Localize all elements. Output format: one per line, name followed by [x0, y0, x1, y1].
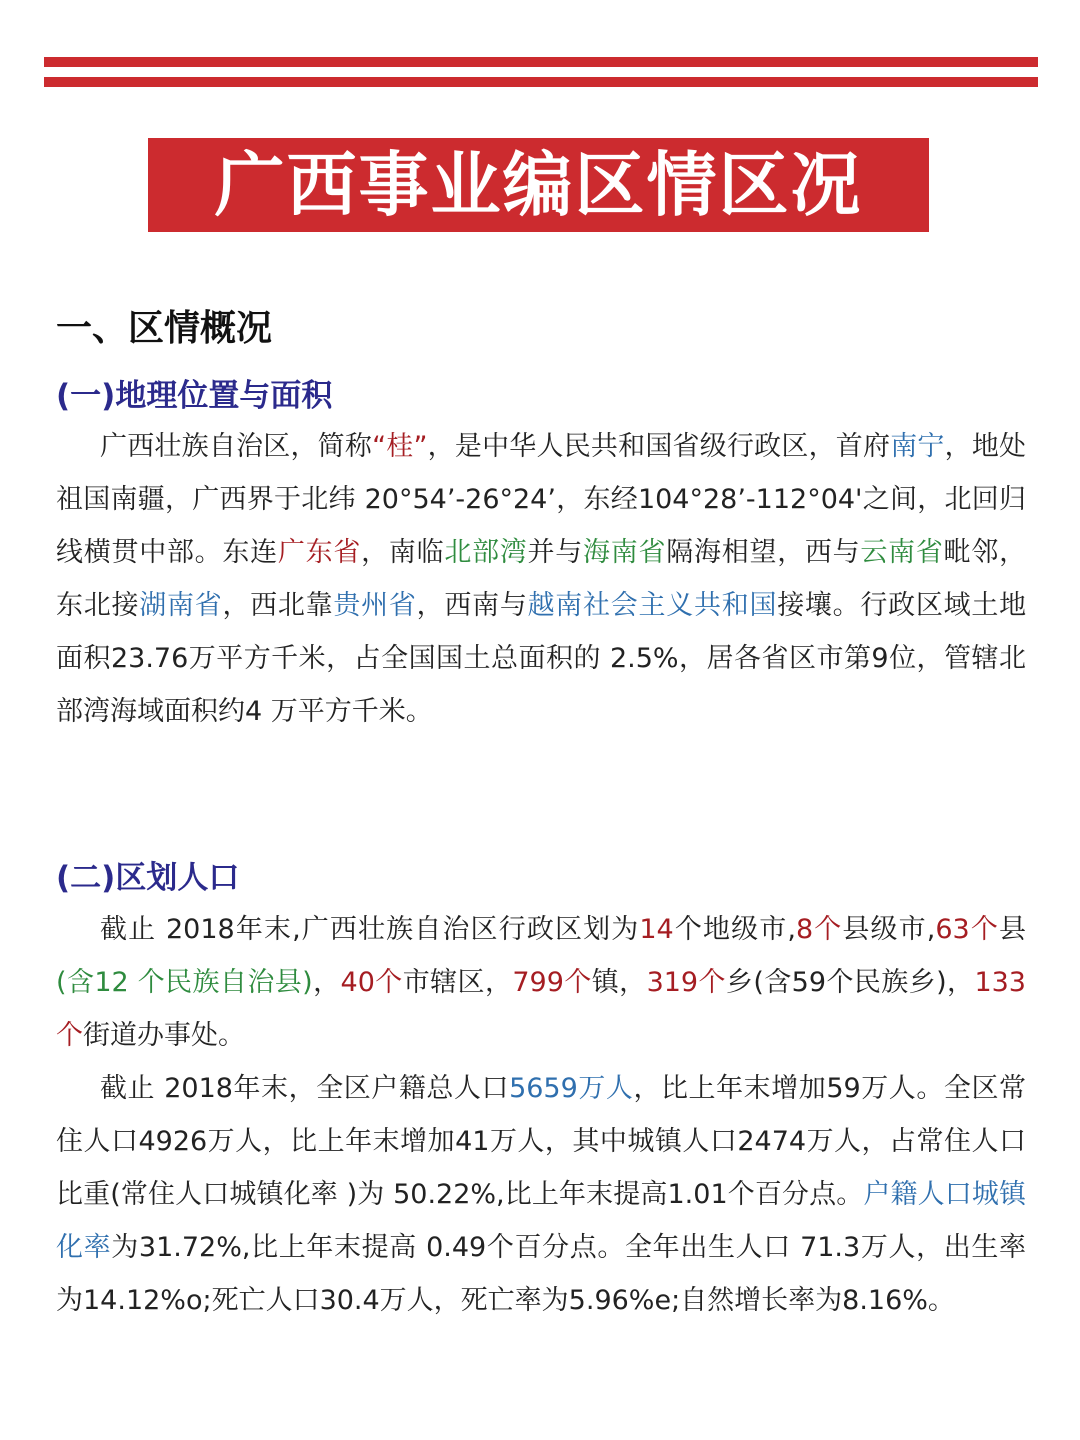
text-segment: 乡(含59个民族乡)， [725, 967, 975, 998]
geography-paragraph [56, 420, 1026, 738]
subdistricts-count: 133个 [56, 967, 1026, 1051]
text-segment: 县级市, [842, 914, 936, 945]
beibu-gulf-highlight: 北部湾 [444, 537, 528, 568]
short-name-highlight: “桂” [372, 431, 428, 462]
urbanization-label-highlight: 户籍人口城镇化率 [56, 1179, 1026, 1263]
hainan-highlight: 海南省 [583, 537, 667, 568]
division-paragraph [56, 903, 1026, 1062]
text-segment: 街道办事处。 [83, 1020, 245, 1051]
text-segment: 并与 [527, 537, 584, 568]
text-segment: 为31.72%,比上年末提高 0.49个百分点。全年出生人口 71.3万人，出生率为14.12%o;死亡人口30.4万人，死亡率为5.96%e;自然增长率为8.16%。 [56, 1232, 1027, 1316]
text-segment: 市辖区， [402, 967, 513, 998]
section-heading: 一、区情概况 [56, 308, 273, 349]
prefecture-cities-count: 14 [639, 914, 674, 945]
towns-count: 799个 [512, 967, 592, 998]
townships-count: 319个 [646, 967, 726, 998]
text-segment: ，西北靠 [222, 590, 334, 621]
districts-count: 40个 [340, 967, 403, 998]
guangdong-highlight: 广东省 [277, 537, 362, 568]
text-segment: 截止 2018年末，全区户籍总人口 [100, 1073, 510, 1104]
text-segment: 毗邻，东北接 [56, 537, 1027, 621]
county-cities-count: 8个 [795, 914, 843, 945]
hunan-highlight: 湖南省 [139, 590, 223, 621]
yunnan-highlight: 云南省 [860, 537, 944, 568]
text-segment: 镇， [591, 967, 647, 998]
population-heading: (二)区划人口 [56, 860, 240, 896]
text-segment: 个地级市, [673, 914, 796, 945]
text-segment: 接壤。行政区域土地面积23.76万平方千米，占全国国土总面积的 2.5%，居各省区市第9位，管辖北部湾海域面积约4 万平方千米。 [56, 590, 1027, 727]
text-segment: ，是中华人民共和国省级行政区，首府 [427, 431, 891, 462]
text-segment: ，南临 [361, 537, 445, 568]
capital-highlight: 南宁 [890, 431, 945, 462]
page-title: 广西事业编区情区况 [214, 144, 863, 226]
population-paragraph [56, 1062, 1026, 1327]
counties-count: 63个 [935, 914, 999, 945]
text-segment: 截止 2018年末,广西壮族自治区行政区划为 [100, 914, 640, 945]
text-segment: ， [312, 967, 341, 998]
text-segment: ，比上年末增加59万人。全区常住人口4926万人，比上年末增加41万人，其中城镇人口2474万人，占常住人口比重(常住人口城镇化率 )为 50.22%,比上年末提高1.01个百分点。 [56, 1073, 1027, 1210]
text-segment: ，西南与 [416, 590, 528, 621]
vietnam-highlight: 越南社会主义共和国 [527, 590, 778, 621]
text-segment: ，地处祖国南疆，广西界于北纬 20°54’-26°24’，东经104°28’-112°04'之间，北回归线横贯中部。东连 [56, 431, 1027, 568]
top-divider-line [44, 57, 1038, 67]
top-divider-line-secondary [44, 77, 1038, 87]
geography-heading: (一)地理位置与面积 [56, 378, 333, 414]
registered-population-highlight: 5659万人 [509, 1073, 634, 1104]
autonomous-counties-note: (含12 个民族自治县) [56, 967, 313, 998]
title-banner [148, 138, 929, 232]
text-segment: 隔海相望，西与 [666, 537, 861, 568]
text-segment: 广西壮族自治区，简称 [100, 431, 373, 462]
guizhou-highlight: 贵州省 [333, 590, 417, 621]
text-segment: 县 [998, 914, 1026, 945]
